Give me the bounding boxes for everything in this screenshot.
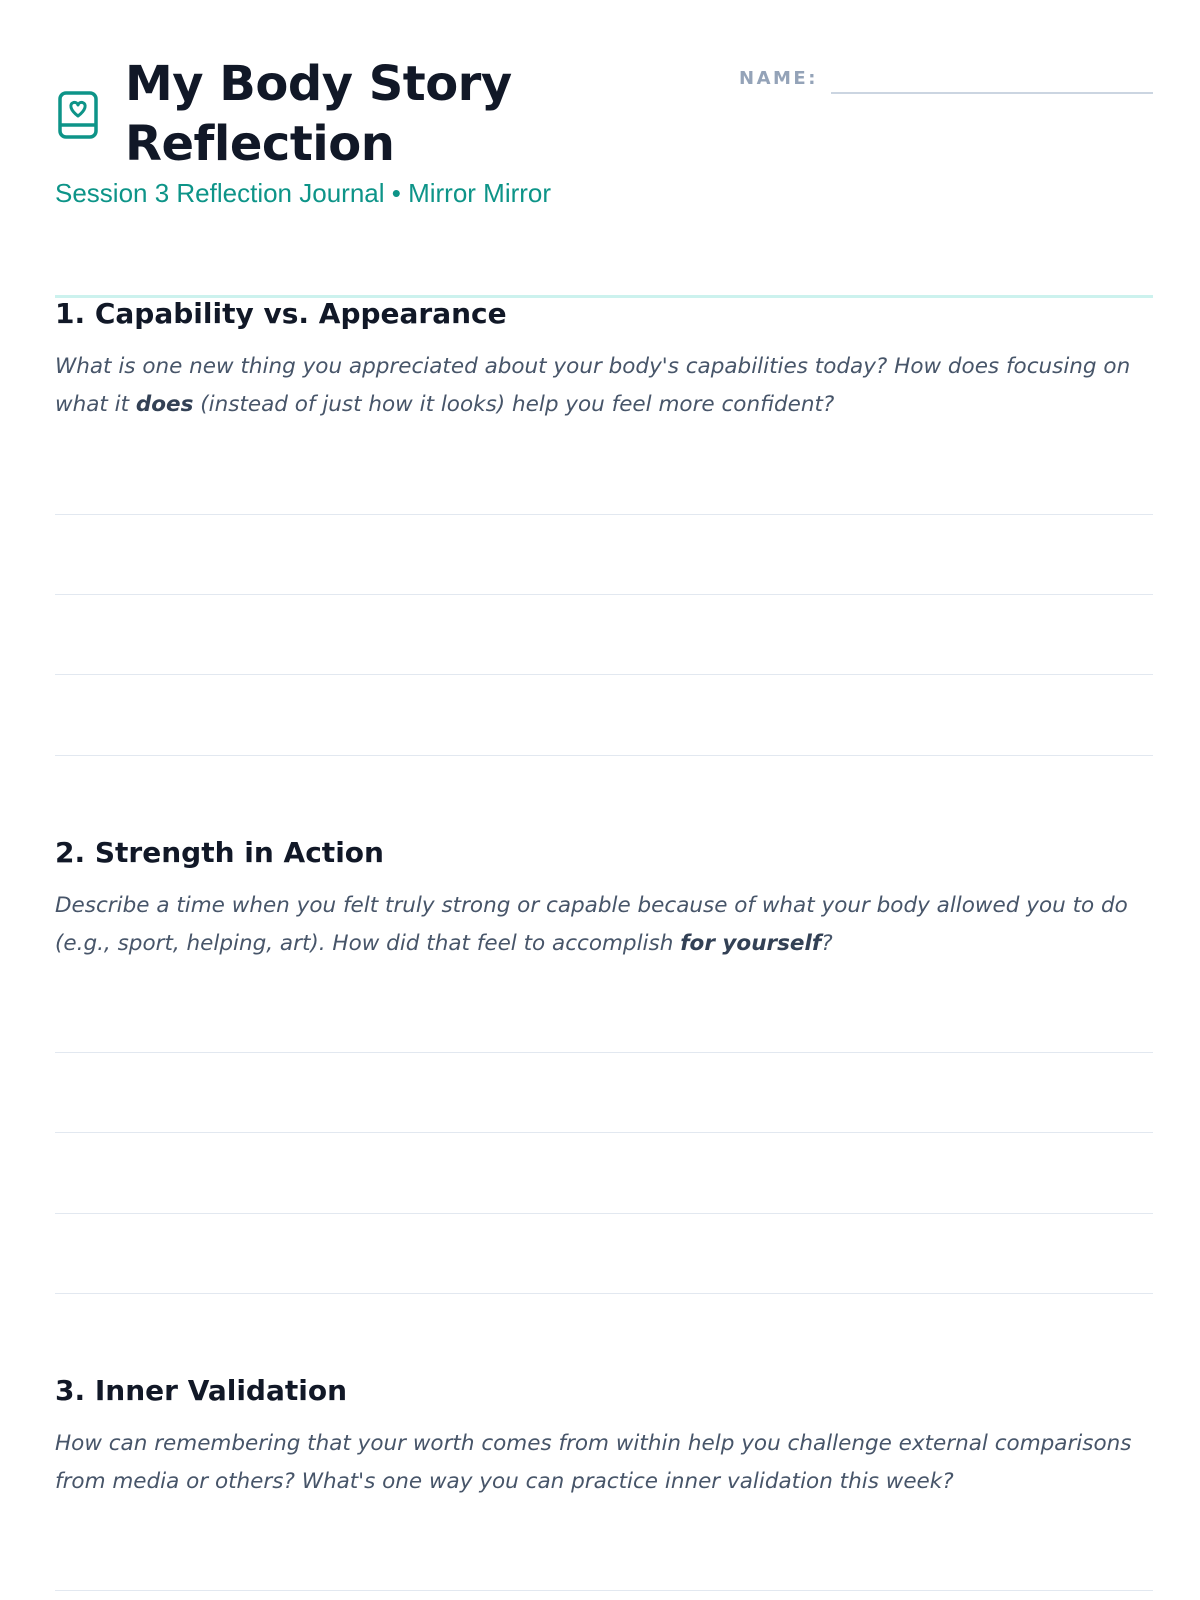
writing-line[interactable] [55, 514, 1153, 515]
name-label: NAME: [739, 68, 818, 89]
writing-line[interactable] [55, 755, 1153, 756]
section-prompt [55, 348, 1153, 424]
prompt-text: Describe a time when you felt truly strong or capable because of what your body allowed you to do (e.g., sport, helping, art). How did that feel to accomplish [55, 893, 1128, 956]
section-title: 1. Capability vs. Appearance [55, 297, 507, 330]
section-strength [55, 835, 1153, 963]
writing-line[interactable] [55, 1590, 1153, 1591]
page-title: My Body Story Reflection [125, 56, 512, 172]
worksheet-page [55, 0, 1153, 1600]
name-input-line[interactable] [831, 92, 1153, 94]
page-subtitle: Session 3 Reflection Journal • Mirror Mirror [55, 178, 552, 208]
section-capability [55, 296, 1153, 424]
writing-line[interactable] [55, 1293, 1153, 1294]
writing-line[interactable] [55, 674, 1153, 675]
section-inner-validation [55, 1373, 1153, 1501]
section-prompt [55, 887, 1153, 963]
section-title: 3. Inner Validation [55, 1374, 348, 1407]
writing-line[interactable] [55, 1132, 1153, 1133]
writing-line[interactable] [55, 594, 1153, 595]
writing-line[interactable] [55, 1213, 1153, 1214]
prompt-emphasis: for yourself [680, 931, 822, 956]
prompt-text: What is one new thing you appreciated about your body's capabilities today? How does focusing on what it [55, 354, 1131, 417]
section-prompt [55, 1425, 1153, 1501]
prompt-text: (instead of just how it looks) help you feel more confident? [193, 392, 835, 417]
prompt-emphasis: does [135, 392, 194, 417]
book-heart-icon [57, 90, 99, 140]
name-field-row [739, 62, 1153, 102]
prompt-text: ? [821, 931, 833, 956]
writing-line[interactable] [55, 1052, 1153, 1053]
worksheet-header [55, 54, 1153, 244]
section-title: 2. Strength in Action [55, 836, 384, 869]
prompt-text: How can remembering that your worth comes from within help you challenge external comparisons from media or others? What's one way you can practice inner validation this week? [55, 1431, 1132, 1494]
